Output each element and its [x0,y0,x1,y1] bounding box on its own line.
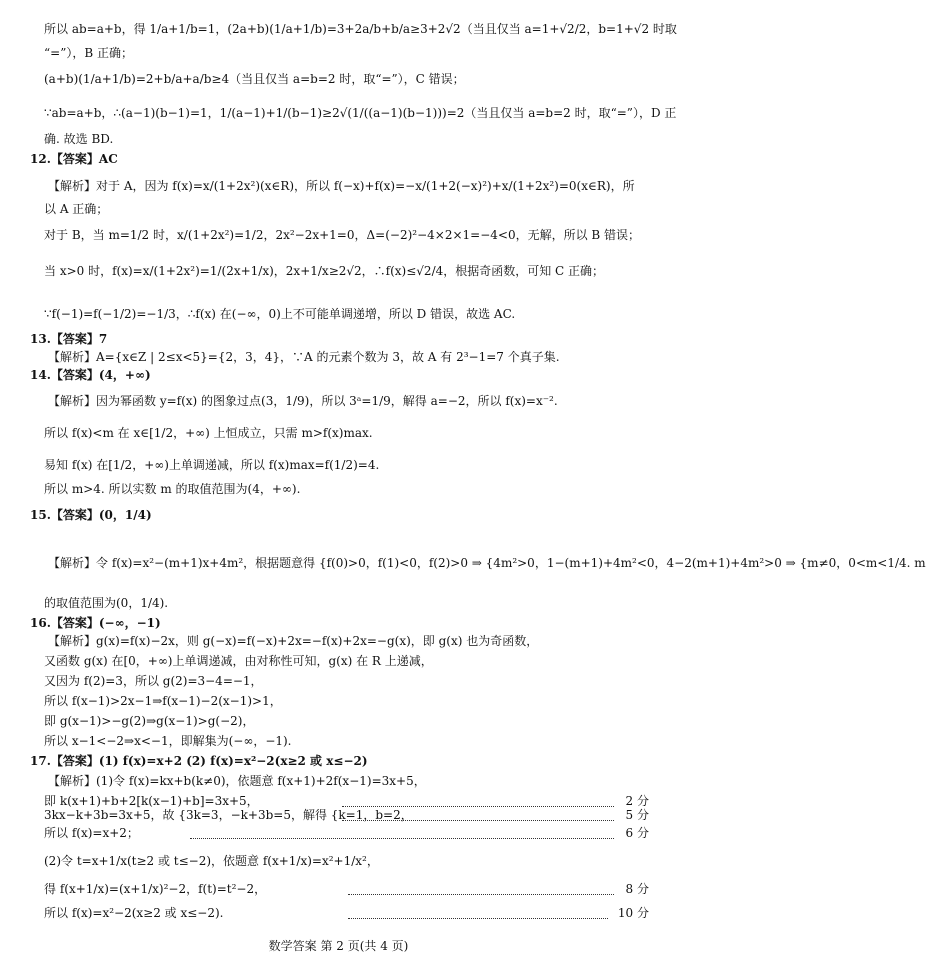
text-line: 所以 m>4. 所以实数 m 的取值范围为(4，+∞). [44,482,301,496]
text-line: (a+b)(1/a+1/b)=2+b/a+a/b≥4（当且仅当 a=b=2 时，取“=”），C 错误； [44,72,465,86]
answer-heading-15: 15.【答案】(0，1/4) [30,508,152,522]
dotted-leader [348,918,608,919]
score-label: 6 分 [625,826,649,840]
answer-heading-13: 13.【答案】7 [30,332,108,346]
text-line: 又函数 g(x) 在[0，+∞)上单调递减，由对称性可知，g(x) 在 R 上递减， [44,654,433,668]
score-label: 8 分 [625,882,649,896]
page-footer: 数学答案 第 2 页(共 4 页) [268,939,409,953]
answer-heading-17: 17.【答案】(1) f(x)=x+2 (2) f(x)=x²−2(x≥2 或 x≤−2) [30,754,368,768]
text-line: 3kx−k+3b=3x+5，故 {3k=3，−k+3b=5，解得 {k=1，b=2， [44,808,413,822]
text-line: 即 g(x−1)>−g(2)⇒g(x−1)>g(−2)， [44,714,255,728]
text-line: 【解析】对于 A，因为 f(x)=x/(1+2x²)(x∈R)，所以 f(−x)+f(x)=−x/(1+2(−x)²)+x/(1+2x²)=0(x∈R)，所 [48,179,635,193]
text-line: 对于 B，当 m=1/2 时，x/(1+2x²)=1/2，2x²−2x+1=0，Δ=(−2)²−4×2×1=−4<0，无解，所以 B 错误； [44,228,641,242]
text-line: 即 k(x+1)+b+2[k(x−1)+b]=3x+5， [44,794,259,808]
text-line: 确. 故选 BD. [44,132,114,146]
answer-heading-16: 16.【答案】(−∞，−1) [30,616,161,630]
text-line: 【解析】g(x)=f(x)−2x，则 g(−x)=f(−x)+2x=−f(x)+2x=−g(x)，即 g(x) 也为奇函数， [48,634,539,648]
text-line: 所以 f(x−1)>2x−1⇒f(x−1)−2(x−1)>1， [44,694,282,708]
text-line: 以 A 正确； [44,202,109,216]
text-line: 当 x>0 时，f(x)=x/(1+2x²)=1/(2x+1/x)，2x+1/x≥2√2，∴f(x)≤√2/4，根据奇函数，可知 C 正确； [44,264,605,278]
text-line: 的取值范围为(0，1/4). [44,596,169,610]
score-label: 5 分 [625,808,649,822]
dotted-leader [342,820,614,821]
answer-heading-14: 14.【答案】(4，+∞) [30,368,151,382]
dotted-leader [190,838,614,839]
answer-heading-12: 12.【答案】AC [30,152,118,166]
dotted-leader [348,894,614,895]
text-line: 【解析】因为幂函数 y=f(x) 的图象过点(3，1/9)，所以 3ᵃ=1/9，解得 a=−2，所以 f(x)=x⁻². [48,394,558,408]
dotted-leader [342,806,614,807]
text-line: 所以 f(x)=x+2； [44,826,139,840]
text-line: 所以 f(x)=x²−2(x≥2 或 x≤−2). [44,906,224,920]
score-label: 2 分 [625,794,649,808]
text-line: 所以 x−1<−2⇒x<−1，即解集为(−∞，−1). [44,734,292,748]
text-line: 所以 f(x)<m 在 x∈[1/2，+∞) 上恒成立，只需 m>f(x)max. [44,426,373,440]
text-line: 所以 ab=a+b，得 1/a+1/b=1，(2a+b)(1/a+1/b)=3+2a/b+b/a≥3+2√2（当且仅当 a=1+√2/2，b=1+√2 时取 [44,22,677,36]
text-line: 得 f(x+1/x)=(x+1/x)²−2，f(t)=t²−2， [44,882,267,896]
text-line: 【解析】令 f(x)=x²−(m+1)x+4m²，根据题意得 {f(0)>0，f(1)<0，f(2)>0 ⇒ {4m²>0，1−(m+1)+4m²<0，4−2(m+1)+4m²>0 ⇒ {m≠0，0<m<1/4. m [48,556,926,570]
score-label: 10 分 [617,906,649,920]
text-line: 【解析】(1)令 f(x)=kx+b(k≠0)，依题意 f(x+1)+2f(x−1)=3x+5， [48,774,426,788]
text-line: (2)令 t=x+1/x(t≥2 或 t≤−2)，依题意 f(x+1/x)=x²+1/x²， [44,854,379,868]
text-line: 【解析】A={x∈Z | 2≤x<5}={2，3，4}，∵A 的元素个数为 3，故 A 有 2³−1=7 个真子集. [48,350,560,364]
text-line: ∵f(−1)=f(−1/2)=−1/3，∴f(x) 在(−∞，0)上不可能单调递增，所以 D 错误，故选 AC. [44,307,516,321]
text-line: ∵ab=a+b，∴(a−1)(b−1)=1，1/(a−1)+1/(b−1)≥2√(1/((a−1)(b−1)))=2（当且仅当 a=b=2 时，取“=”），D 正 [44,106,677,120]
text-line: “=”），B 正确； [44,46,133,60]
text-line: 易知 f(x) 在[1/2，+∞)上单调递减，所以 f(x)max=f(1/2)=4. [44,458,380,472]
text-line: 又因为 f(2)=3，所以 g(2)=3−4=−1， [44,674,263,688]
